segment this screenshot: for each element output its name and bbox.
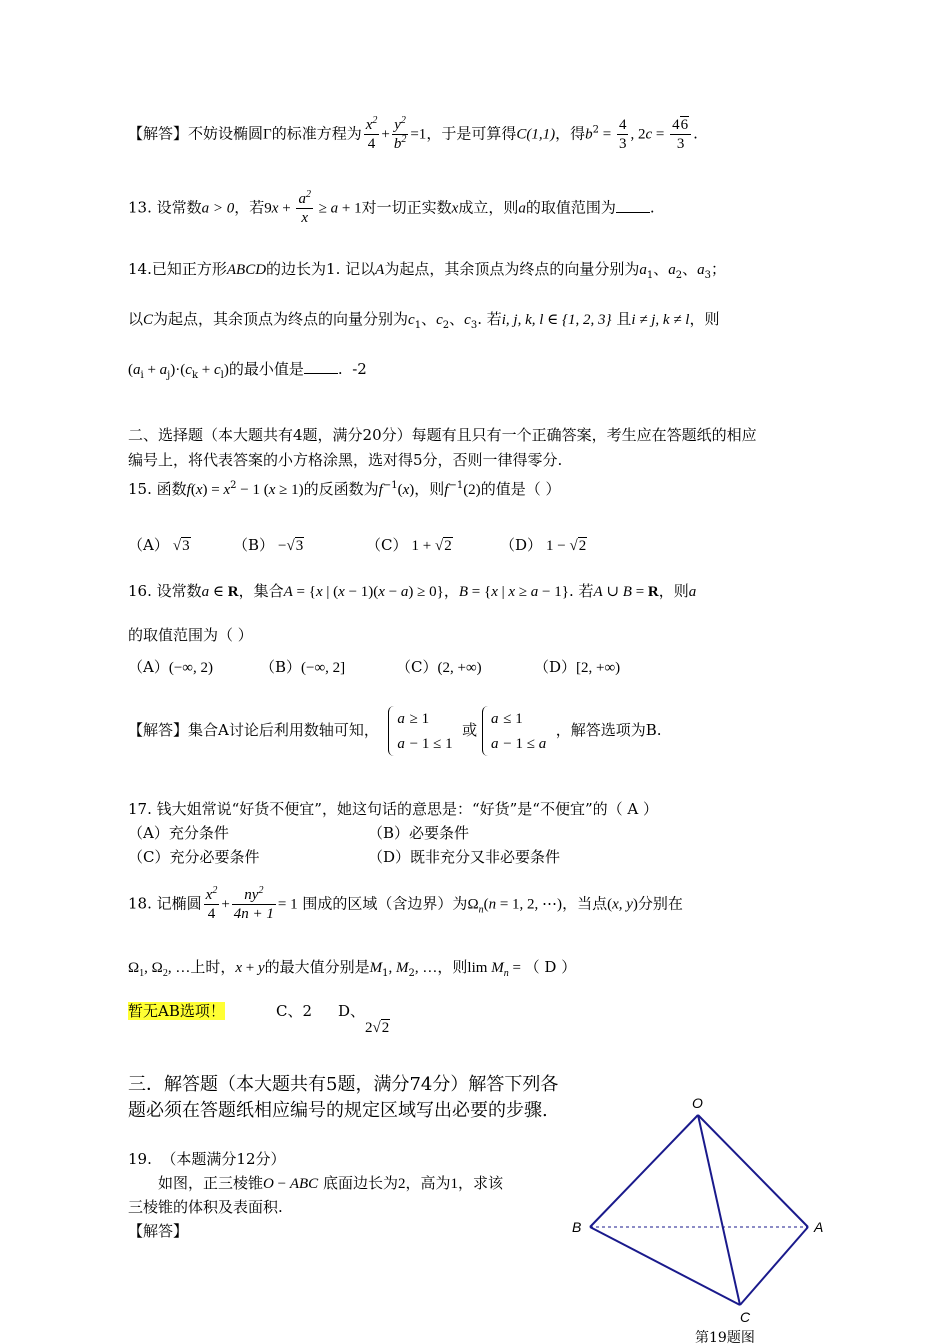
edge-oc [698, 1115, 740, 1305]
q12-answer: 【解答】不妨设椭圆Γ的标准方程为 $\frac{x^2}{4}$ + $\frac{y^2}{b^2}$ =1，于是可算得C(1,1)，得$b^2$ = $\frac{4}{3}$ , 2c = $\frac{46}{3}$ . [128, 115, 698, 152]
q16-option-b: （B）(−∞, 2] [260, 658, 346, 676]
q14-line3: $(a_i + a_j)\cdot(c_k + c_l)$的最小值是 . -2 [128, 360, 367, 381]
q14-line2: 以C为起点，其余顶点为终点的向量分别为$c_1$、$c_2$、$c_3$. 若i, j, k, l ∈ {1, 2, 3} 且i ≠ j, k ≠ l，则 [128, 310, 720, 331]
section2-line1: 二、选择题（本大题共有4题，满分20分）每题有且只有一个正确答案，考生应在答题纸的相应 [128, 426, 757, 444]
edge-ob [590, 1115, 698, 1227]
q14-line1: 14.已知正方形ABCD的边长为1. 记以A为起点，其余顶点为终点的向量分别为$a_1$、$a_2$、$a_3$； [128, 260, 726, 281]
q15-option-c: （C） 1 + √2 [366, 536, 452, 554]
q15: 15. 函数$f(x) = x^2 - 1$ (x ≥ 1)的反函数为$f^{-1}(x)$，则$f^{-1}(2)$的值是（ ） [128, 480, 561, 498]
q16-option-c: （C）(2, +∞) [396, 658, 482, 676]
vertex-label-b: B [572, 1219, 582, 1235]
section2-line2: 编号上，将代表答案的小方格涂黑，选对得5分，否则一律得零分. [128, 451, 563, 469]
q19-answer-label: 【解答】 [128, 1222, 189, 1240]
q19-header: 19. （本题满分12分） [128, 1150, 286, 1168]
vertex-label-c: C [740, 1309, 751, 1325]
q18-option-d: D、2√2 [338, 1002, 390, 1036]
q16-option-a: （A）(−∞, 2) [128, 658, 213, 676]
q14-answer: -2 [352, 360, 367, 378]
edge-bc [590, 1227, 740, 1305]
q15-option-d: （D） 1 − √2 [500, 536, 587, 554]
section3-heading: 三．解答题（本大题共有5题，满分74分）解答下列各题必须在答题纸相应编号的规定区域写出必要的步骤. [128, 1074, 559, 1121]
q15-option-b: （B） −√3 [233, 536, 304, 554]
vertex-label-a: A [814, 1219, 824, 1235]
tetrahedron-figure [560, 1090, 840, 1344]
q18-note-highlight: 暂无AB选项！ [128, 1002, 225, 1020]
q19-line1: 如图，正三棱锥O − ABC 底面边长为2，高为1，求该 [158, 1174, 503, 1192]
q16-answer: 【解答】集合A讨论后利用数轴可知， a ≥ 1 a − 1 ≤ 1 或 a ≤ 1 a − 1 ≤ a ，解答选项为B. [128, 706, 662, 756]
edge-ac [740, 1227, 808, 1305]
q17-option-d: （D）既非充分又非必要条件 [368, 848, 561, 866]
q18-line3 [128, 1000, 390, 1036]
q18-line2: $\Omega_1$, $\Omega_2$, …上时，x + y的最大值分别是$M_1$, $M_2$, …，则$\lim M_n$ = （ D ） [128, 958, 577, 979]
q17-option-c: （C）充分必要条件 [128, 848, 260, 866]
figure-caption: 第19题图 [695, 1330, 755, 1344]
q17-option-a: （A）充分条件 [128, 824, 229, 842]
q17-option-b: （B）必要条件 [368, 824, 470, 842]
vertex-label-o: O [692, 1095, 703, 1111]
q18-line1: 18. 记椭圆 $\frac{x^2}{4}$ + $\frac{ny^2}{4n + 1}$ = 1 围成的区域（含边界）为$\Omega_n(n = 1$, 2, ⋯)，当点(x, y)分别在 [128, 885, 683, 922]
edge-oa [698, 1115, 808, 1227]
q16-option-d: （D）[2, +∞) [534, 658, 621, 676]
q13: 13. 设常数a > 0，若9x + $\frac{a^2}{x}$ ≥ a + 1对一切正实数x成立，则a的取值范围为 . [128, 189, 655, 226]
q16-line2: 的取值范围为（ ） [128, 626, 253, 644]
q16-line1: 16. 设常数a ∈ R，集合A = {x | (x − 1)(x − a) ≥ 0}，B = {x | x ≥ a − 1}. 若A ∪ B = R，则a [128, 582, 697, 600]
q15-option-a: （A） √3 [128, 536, 190, 554]
q19-line2: 三棱锥的体积及表面积. [128, 1198, 283, 1216]
q17-stem: 17. 钱大姐常说“好货不便宜”，她这句话的意思是：“好货”是“不便宜”的（ A ） [128, 800, 659, 818]
q18-option-c: C、2 [276, 1002, 313, 1020]
